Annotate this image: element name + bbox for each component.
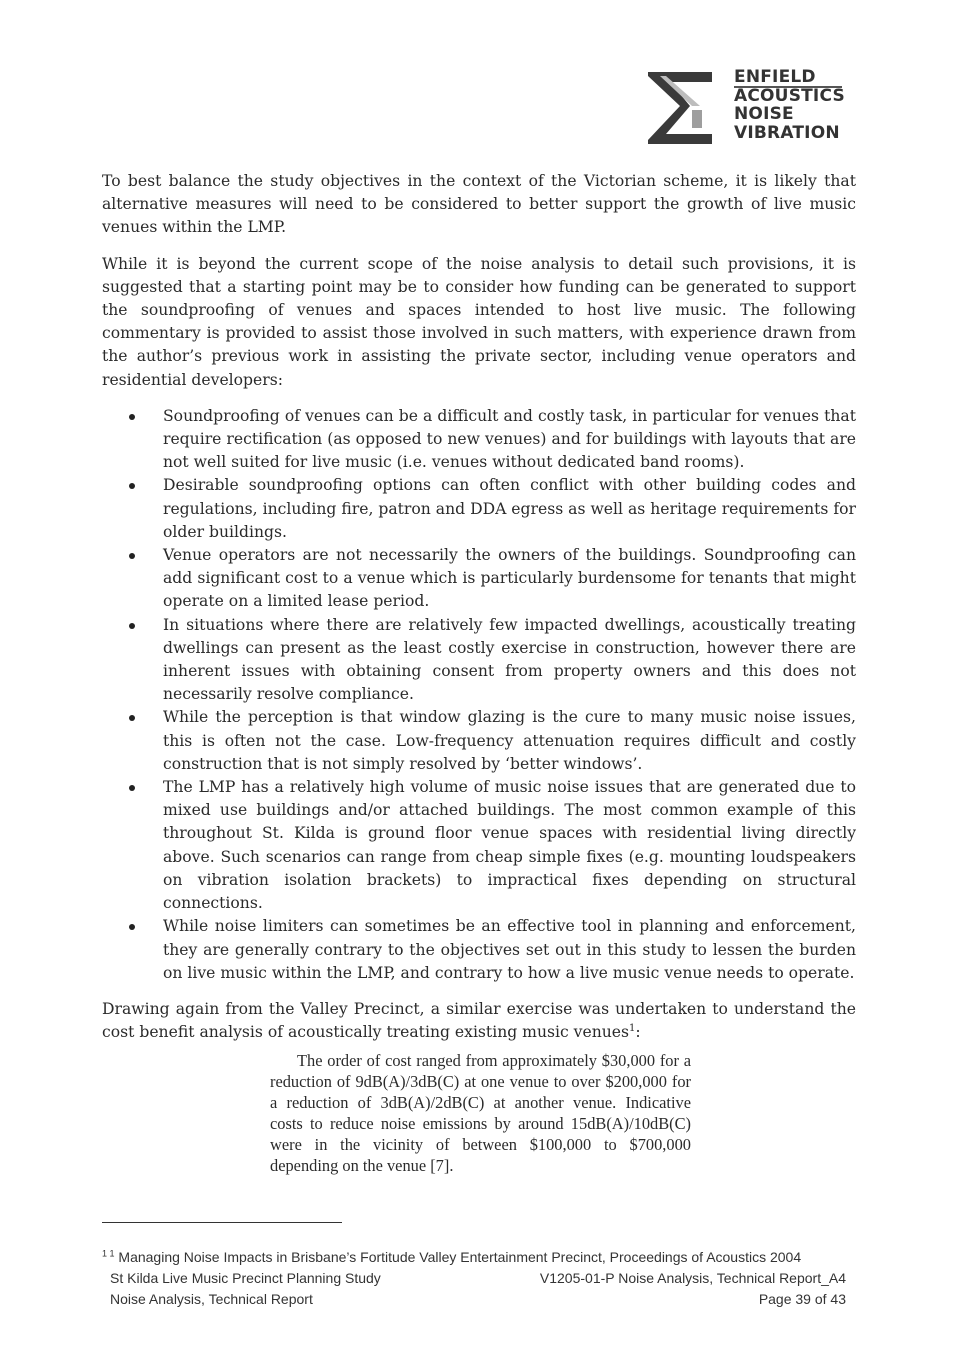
bullet-text: In situations where there are relatively few impacted dwellings, acoustically treating dwellings can present as the least costly exercise in construction, however there are inherent issues with obtaining consent from property owners and this does not necessarily resolve compliance. [163,615,856,704]
bullet-icon [129,414,135,420]
logo-line-3: NOISE [734,104,794,124]
logo-line-4: VIBRATION [734,122,840,143]
logo-wordmark [734,68,845,142]
footnote-text: Managing Noise Impacts in Brisbane’s Fortitude Valley Entertainment Precinct, Proceedings of Acoustics 2004 [118,1249,802,1265]
company-logo [646,66,846,148]
bullet-text: Desirable soundproofing options can often conflict with other building codes and regulations, including fire, patron and DDA egress as well as heritage requirements for older buildings. [163,476,856,541]
bullet-text: While the perception is that window glazing is the cure to many music noise issues, this is often not the case. Low-frequency attenuation requires difficult and costly construction that is not simply resolved by ‘better windows’. [163,708,856,773]
bullet-icon [129,623,135,629]
logo-line-2: ACOUSTICS [734,85,845,106]
list-item [102,614,856,707]
footer-report-name: Noise Analysis, Technical Report [110,1291,313,1307]
footer-document-code: V1205-01-P Noise Analysis, Technical Report_A4 [539,1270,846,1286]
logo-line-1: ENFIELD [734,67,816,87]
footer-row-1 [110,1270,846,1290]
footnote-divider [102,1222,342,1223]
quote-text: The order of cost ranged from approximately $30,000 for a reduction of 9dB(A)/3dB(C) at one venue to over $200,000 for a reduction of 3dB(A)/2dB(C) at another venue. Indicative costs to reduce noise emissions by around 15dB(A)/10dB(C) were in the vicinity of between $100,000 to $700,000 depending on the venue [7]. [270,1051,691,1175]
footnote [102,1249,862,1265]
paragraph-1: To best balance the study objectives in the context of the Victorian scheme, it is likely that alternative measures will need to be considered to better support the growth of live music venues within the LMP. [102,172,856,237]
bullet-text: The LMP has a relatively high volume of music noise issues that are generated due to mixed use buildings and/or attached buildings. The most common example of this throughout St. Kilda is ground floor venue spaces with residential living directly above. Such scenarios can range from cheap simple fixes (e.g. mounting loudspeakers on vibration isolation brackets) to impractical fixes depending on structural connections. [163,778,856,913]
bullet-icon [129,483,135,489]
footer-page-number: Page 39 of 43 [758,1291,846,1307]
bullet-icon [129,785,135,791]
list-item [102,915,856,985]
block-quote [270,1050,691,1176]
body-text [102,170,856,1057]
bullet-text: Soundproofing of venues can be a difficult and costly task, in particular for venues that require rectification (as opposed to new venues) and for buildings with layouts that are not well suited for live music (i.e. venues without dedicated band rooms). [163,406,856,472]
list-item [102,776,856,915]
paragraph-2: While it is beyond the current scope of the noise analysis to detail such provisions, it is suggested that a starting point may be to consider how funding can be generated to support the soundproofing of venues and spaces intended to host live music. The following commentary is provided to assist those involved in such matters, with experience drawn from the author’s previous work in assisting the private sector, including venue operators and residential developers: [102,254,856,389]
bullet-icon [129,553,135,559]
list-item [102,474,856,544]
footnote-marker: 1 1 [102,1248,115,1259]
bullet-icon [129,715,135,721]
sigma-logo-icon [646,70,716,144]
list-item [102,706,856,776]
footnote-reference[interactable]: 1 [629,1022,636,1034]
list-item [102,544,856,614]
bullet-text: While noise limiters can sometimes be an effective tool in planning and enforcement, they are generally contrary to the objectives set out in this study to lessen the burden on live music within the LMP, and contrary to how a live music venue needs to operate. [163,917,856,982]
closing-text: Drawing again from the Valley Precinct, a similar exercise was undertaken to understand the cost benefit analysis of acoustically treating existing music venues [102,999,856,1042]
closing-colon: : [635,1023,641,1042]
bullet-icon [129,924,135,930]
list-item [102,405,856,475]
footer-row-2 [110,1291,846,1311]
footer-study-title: St Kilda Live Music Precinct Planning Study [110,1270,381,1286]
closing-paragraph [102,998,856,1044]
bullet-list [102,405,856,985]
bullet-text: Venue operators are not necessarily the owners of the buildings. Soundproofing can add significant cost to a venue which is particularly burdensome for tenants that might operate on a limited lease period. [163,546,856,611]
